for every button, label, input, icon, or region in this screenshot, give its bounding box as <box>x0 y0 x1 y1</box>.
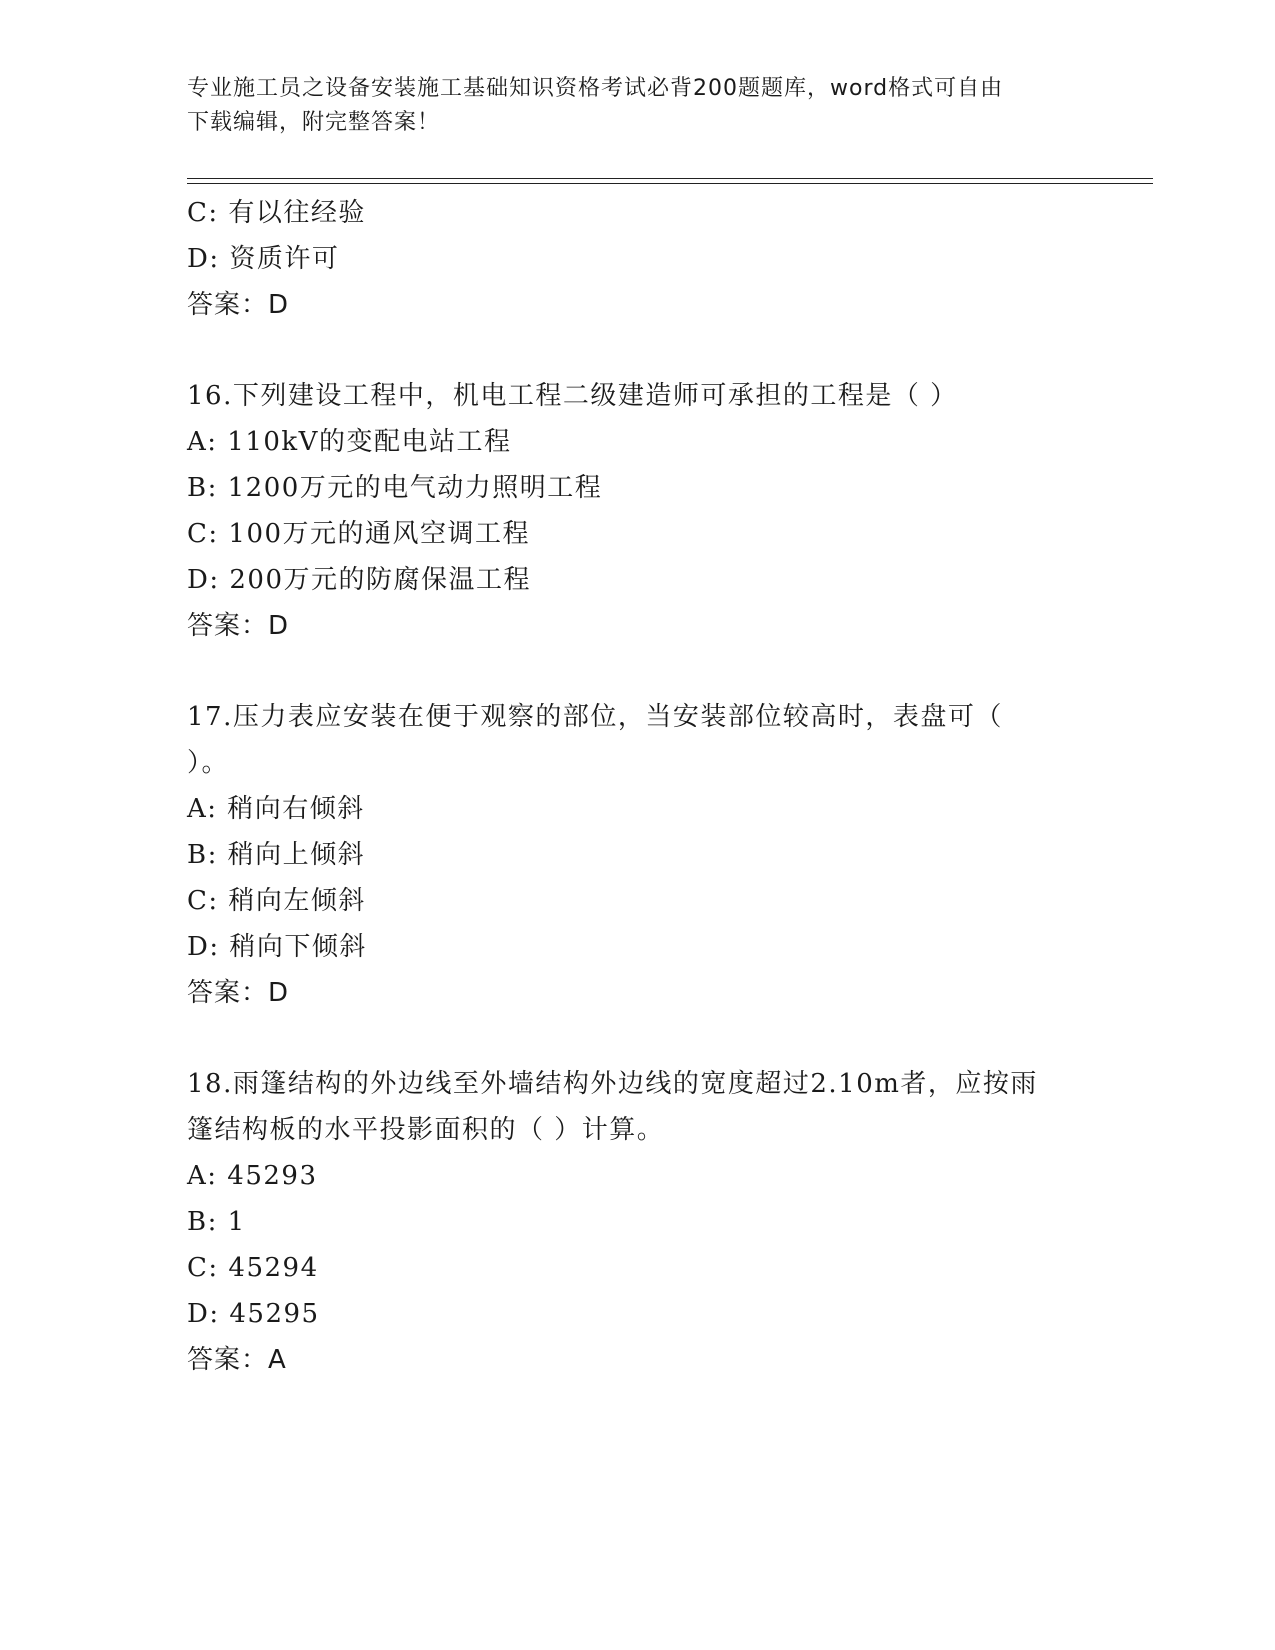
option-a: A: 45293 <box>187 1161 318 1191</box>
header-divider-top <box>187 178 1153 179</box>
option-d: D: 资质许可 <box>187 244 340 274</box>
option-d: D: 稍向下倾斜 <box>187 932 367 962</box>
option-a: A: 稍向右倾斜 <box>187 794 365 824</box>
option-d: D: 200万元的防腐保温工程 <box>187 565 531 595</box>
question-stem: 16.下列建设工程中，机电工程二级建造师可承担的工程是（ ） <box>187 381 958 411</box>
question-stem-line-2: 篷结构板的水平投影面积的（ ）计算。 <box>187 1115 665 1145</box>
option-c: C: 100万元的通风空调工程 <box>187 519 531 549</box>
question-15-continued <box>187 190 1087 328</box>
question-stem-line-2: ）。 <box>187 748 230 778</box>
question-stem-line-1: 18.雨篷结构的外边线至外墙结构外边线的宽度超过2.10m者，应按雨 <box>187 1069 1038 1099</box>
answer-label: 答案：D <box>187 290 290 320</box>
header-title-line-2: 下载编辑，附完整答案！ <box>187 110 441 135</box>
option-d: D: 45295 <box>187 1299 320 1329</box>
option-b: B: 稍向上倾斜 <box>187 840 366 870</box>
option-b: B: 1200万元的电气动力照明工程 <box>187 473 603 503</box>
header-title-line-1: 专业施工员之设备安装施工基础知识资格考试必背200题题库，word格式可自由 <box>187 76 1004 101</box>
answer-label: 答案：D <box>187 611 290 641</box>
spacer <box>187 1016 1087 1061</box>
spacer <box>187 328 1087 373</box>
option-c: C: 45294 <box>187 1253 319 1283</box>
question-stem-line-1: 17.压力表应安装在便于观察的部位，当安装部位较高时，表盘可（ <box>187 702 1003 732</box>
answer-label: 答案：A <box>187 1345 287 1375</box>
spacer <box>187 649 1087 694</box>
option-c: C: 有以往经验 <box>187 198 366 228</box>
question-18 <box>187 1061 1087 1383</box>
question-17 <box>187 694 1087 1016</box>
answer-label: 答案：D <box>187 978 290 1008</box>
option-b: B: 1 <box>187 1207 246 1237</box>
option-a: A: 110kV的变配电站工程 <box>187 427 512 457</box>
option-c: C: 稍向左倾斜 <box>187 886 366 916</box>
question-list <box>187 190 1087 1383</box>
document-header <box>187 72 1087 140</box>
question-16 <box>187 373 1087 649</box>
header-divider-bottom <box>187 183 1153 184</box>
